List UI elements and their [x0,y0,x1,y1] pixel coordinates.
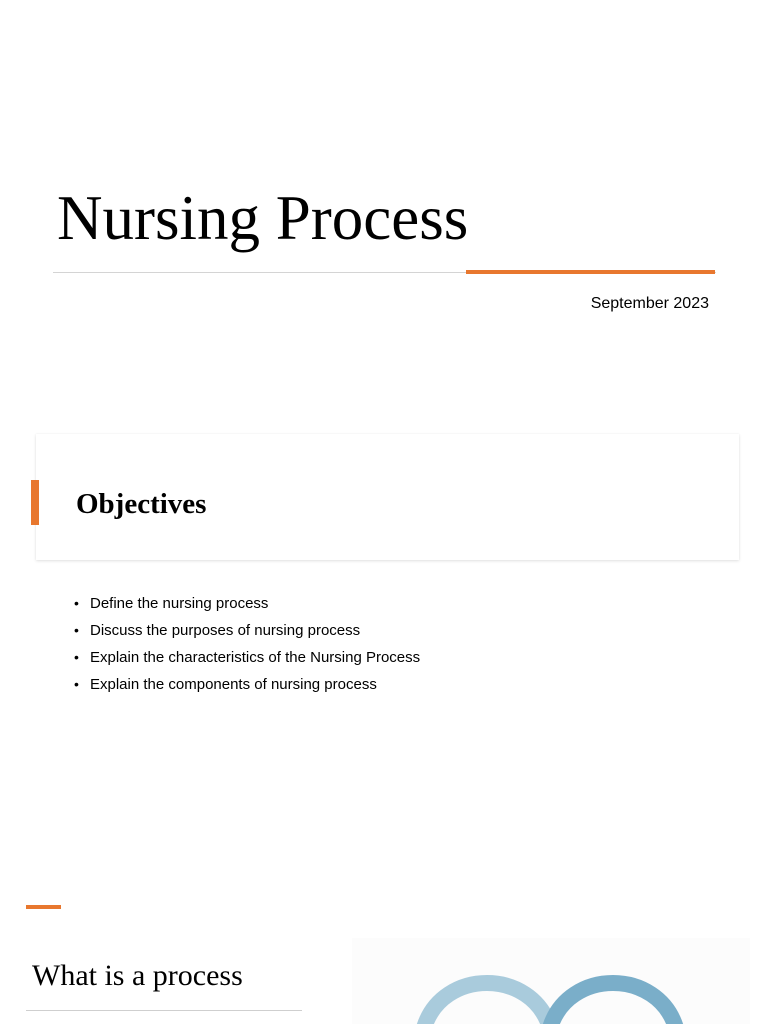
objectives-accent-bar [31,480,39,525]
list-item-text: Explain the characteristics of the Nursing Process [90,649,421,666]
list-item [74,644,420,671]
title-accent-bar [466,270,715,274]
right-loop-arc [550,983,676,1024]
bullet-icon: • [74,676,79,692]
slide-date: September 2023 [590,295,709,312]
list-item-text: Explain the components of nursing process [90,676,377,693]
loop-illustration [352,938,750,1024]
bullet-icon: • [74,595,79,611]
list-item-text: Discuss the purposes of nursing process [90,622,361,639]
process-heading: What is a process [32,959,243,992]
slide-title: Nursing Process [57,183,469,253]
list-item [74,590,420,617]
list-item [74,617,420,644]
objectives-heading: Objectives [76,488,207,520]
list-item-text: Define the nursing process [90,595,269,612]
interlocking-loops-icon [352,938,750,1024]
process-heading-divider [26,1010,302,1011]
section-accent-dash [26,905,61,909]
objectives-list [74,590,420,698]
bullet-icon: • [74,649,79,665]
list-item [74,671,420,698]
left-loop-arc [424,983,550,1024]
bullet-icon: • [74,622,79,638]
